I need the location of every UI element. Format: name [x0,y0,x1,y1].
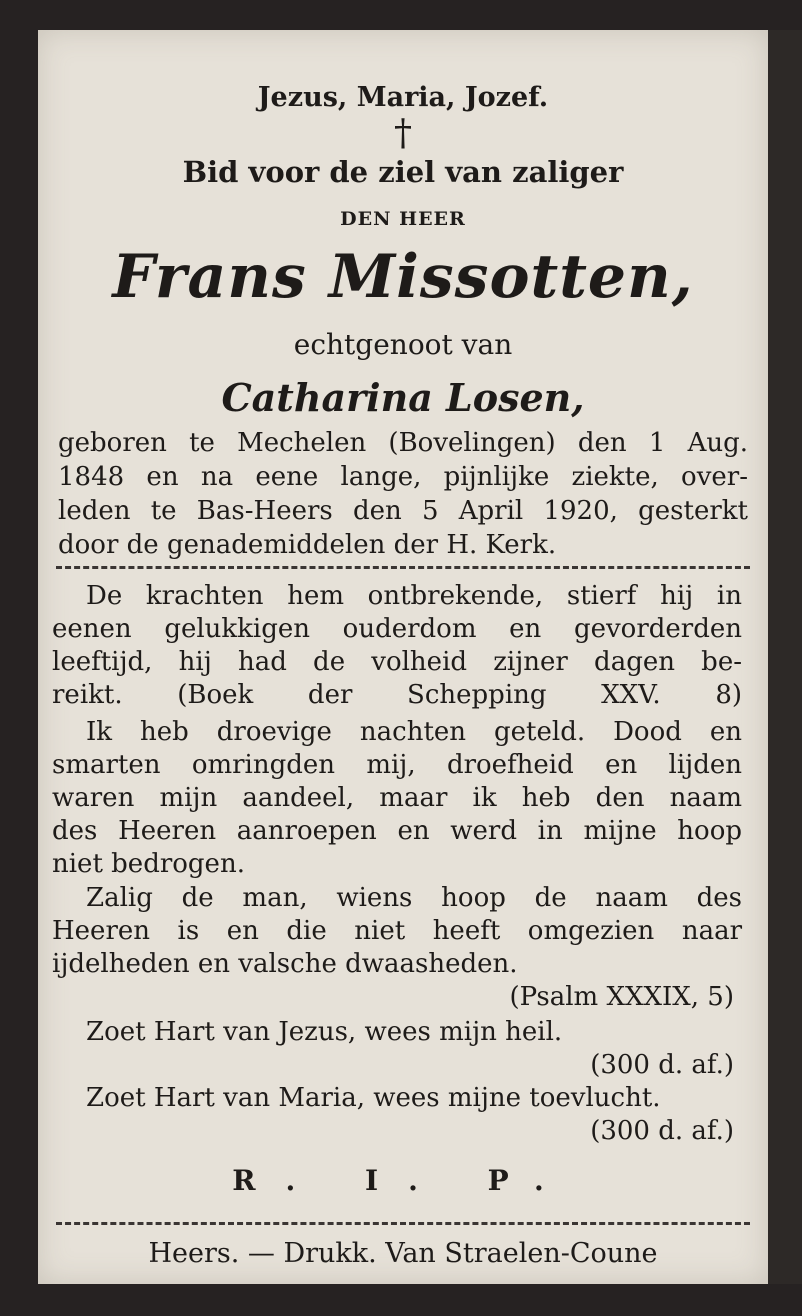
biography-line: leden te Bas-Heers den 5 April 1920, gesterkt [58,496,748,526]
verse-line: eenen gelukkigen ouderdom en gevorderden [52,614,742,644]
divider [56,566,750,569]
verse-line: reikt. (Boek der Schepping XXV. 8) [52,680,742,710]
rip: R. I. P. [232,1164,574,1197]
biography-line: door de genademiddelen der H. Kerk. [58,530,557,560]
verse-line: ijdelheden en valsche dwaasheden. [52,949,518,979]
spouse-name: Catharina Losen, [221,375,585,420]
invocation: Jezus, Maria, Jozef. [257,82,549,113]
biography-line: 1848 en na eene lange, pijnlijke ziekte, over- [58,462,748,492]
honorific-title: DEN HEER [340,208,466,230]
verse-1 [52,580,742,712]
verse-2 [52,716,742,881]
cross-icon: † [394,113,412,154]
verse-line: leeftijd, hij had de volheid zijner dagen be- [52,647,742,677]
card-border [768,30,802,1284]
prayer-2-wrap [52,1082,742,1115]
deceased-name: Frans Missotten, [112,242,694,312]
verse-3-reference: (Psalm XXXIX, 5) [509,982,734,1012]
memorial-card [38,30,768,1284]
verse-line: waren mijn aandeel, maar ik heb den naam [52,783,742,813]
printer-imprint: Heers. — Drukk. Van Straelen-Coune [148,1238,658,1269]
prayer-1: Zoet Hart van Jezus, wees mijn heil. [86,1017,563,1047]
divider [56,1222,750,1225]
prayer-1-wrap [52,1016,742,1049]
verse-3 [52,882,742,981]
spouse-intro: echtgenoot van [293,328,513,361]
verse-line: De krachten hem ontbrekende, stierf hij in [86,581,742,611]
biography [58,428,748,564]
verse-line: Zalig de man, wiens hoop de naam des [86,883,742,913]
prayer-request: Bid voor de ziel van zaliger [182,155,624,189]
verse-line: Ik heb droevige nachten geteld. Dood en [86,717,742,747]
verse-line: Heeren is en die niet heeft omgezien naar [52,916,742,946]
indulgence-1: (300 d. af.) [590,1050,734,1080]
prayer-2: Zoet Hart van Maria, wees mijne toevlucht. [86,1083,661,1113]
verse-line: niet bedrogen. [52,849,245,879]
biography-line: geboren te Mechelen (Bovelingen) den 1 Aug. [58,428,748,458]
indulgence-2: (300 d. af.) [590,1116,734,1146]
verse-line: des Heeren aanroepen en werd in mijne hoop [52,816,742,846]
verse-line: smarten omringden mij, droefheid en lijden [52,750,742,780]
